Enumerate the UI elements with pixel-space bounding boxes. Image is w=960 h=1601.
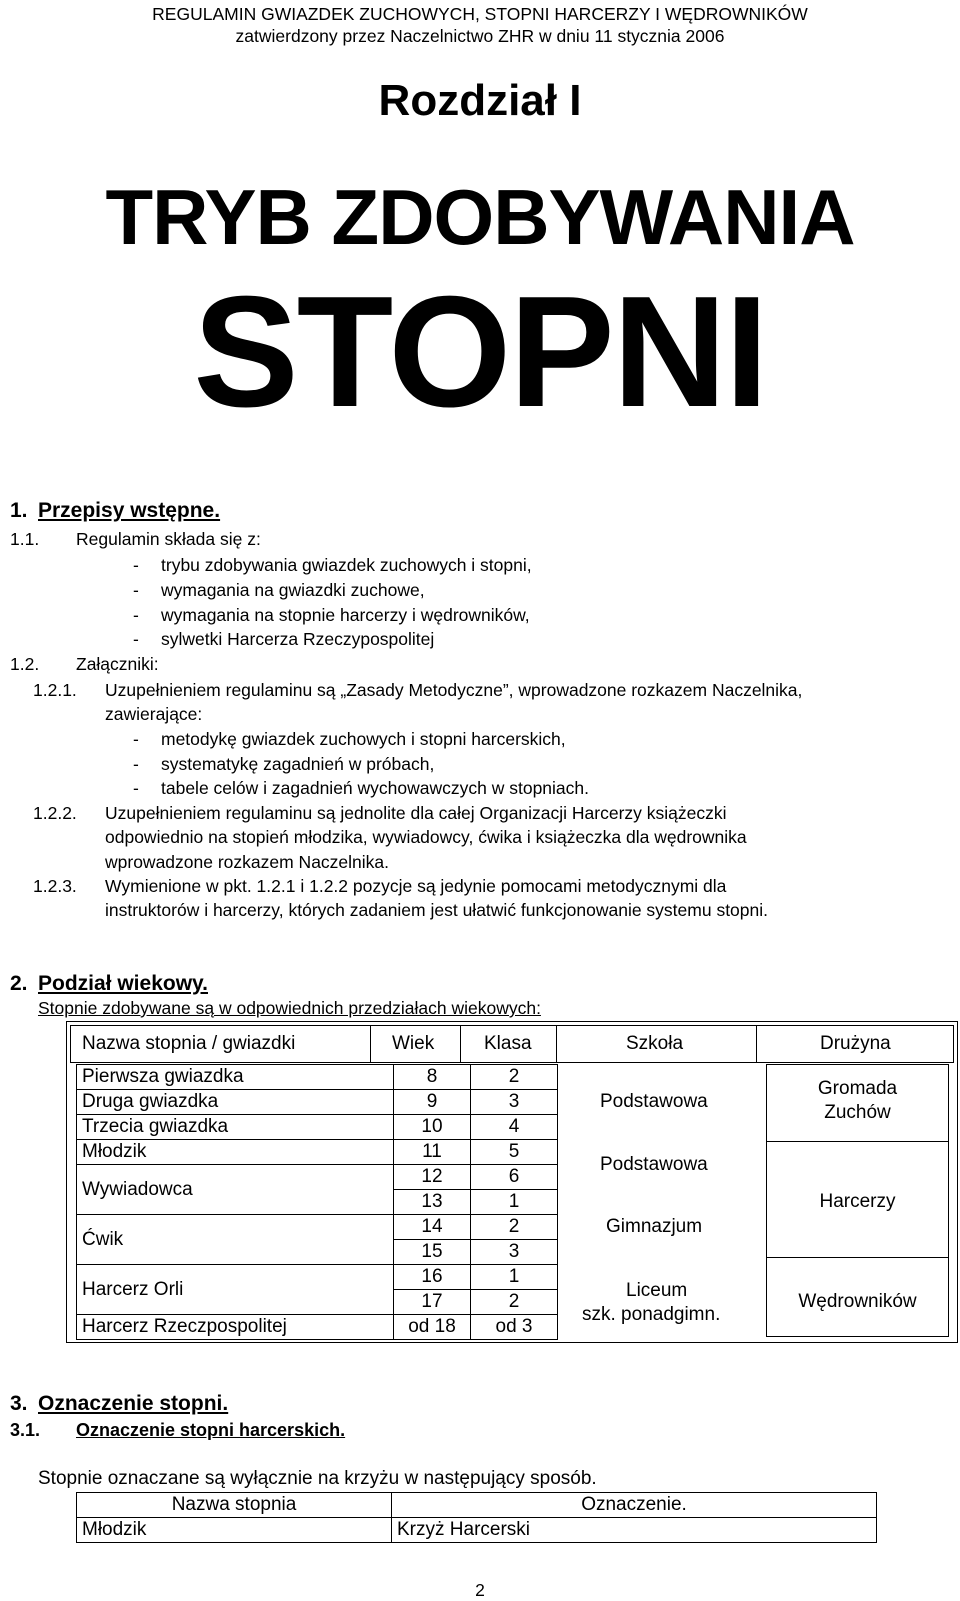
mark-table-header-name: Nazwa stopnia <box>77 1493 392 1518</box>
p123-line: instruktorów i harcerzy, których zadaniem jest ułatwić funkcjonowanie systemu stopni. <box>105 900 769 920</box>
school-label: Podstawowa <box>600 1154 708 1175</box>
mark-table <box>76 1492 877 1543</box>
table-cell-name: Harcerz Orli <box>77 1265 394 1315</box>
table-cell-class: 1 <box>471 1190 558 1215</box>
main-title-line2: STOPNI <box>193 264 767 440</box>
list-item: wymagania na gwiazdki zuchowe, <box>161 580 425 600</box>
table-cell-name: Pierwsza gwiazdka <box>77 1065 394 1090</box>
table-header-class: Klasa <box>484 1033 532 1054</box>
table-cell-class: 2 <box>471 1290 558 1315</box>
section3-intro: Stopnie oznaczane są wyłącznie na krzyżu w następujący sposób. <box>38 1468 597 1489</box>
table-cell-class: 2 <box>471 1215 558 1240</box>
table-cell-age: 16 <box>394 1265 471 1290</box>
table-cell-age: od 18 <box>394 1315 471 1340</box>
list-item: - <box>133 629 139 649</box>
table-header-age: Wiek <box>392 1033 435 1054</box>
table-cell-name: Wywiadowca <box>77 1165 394 1215</box>
document-header-title: REGULAMIN GWIAZDEK ZUCHOWYCH, STOPNI HARCERZY I WĘDROWNIKÓW <box>152 4 808 24</box>
table-cell-age: 13 <box>394 1190 471 1215</box>
team-label: Wędrowników <box>798 1291 917 1312</box>
table-cell-age: 8 <box>394 1065 471 1090</box>
main-title-line1: TRYB ZDOBYWANIA <box>105 173 855 261</box>
team-label: Zuchów <box>824 1102 891 1123</box>
list-item: wymagania na stopnie harcerzy i wędrowników, <box>161 605 530 625</box>
table-cell-name: Trzecia gwiazdka <box>77 1115 394 1140</box>
table-cell-class: 5 <box>471 1140 558 1165</box>
table-cell-age: 9 <box>394 1090 471 1115</box>
table-cell-age: 12 <box>394 1165 471 1190</box>
table-cell-name: Ćwik <box>77 1215 394 1265</box>
table-cell-class: 3 <box>471 1090 558 1115</box>
page-number: 2 <box>475 1580 485 1600</box>
section3-sub-heading: Oznaczenie stopni harcerskich. <box>76 1420 346 1440</box>
table-cell-name: Młodzik <box>77 1518 392 1543</box>
list-item: - <box>133 605 139 625</box>
list-item: - <box>133 729 139 749</box>
table-cell-age: 15 <box>394 1240 471 1265</box>
mark-table-header-mark: Oznaczenie. <box>392 1493 877 1518</box>
team-label: Harcerzy <box>819 1191 896 1212</box>
section2-number: 2. <box>10 972 28 995</box>
p11-number: 1.1. <box>10 529 40 549</box>
list-item: metodykę gwiazdek zuchowych i stopni harcerskich, <box>161 729 566 749</box>
list-item: sylwetki Harcerza Rzeczypospolitej <box>161 629 435 649</box>
school-label: Podstawowa <box>600 1091 708 1112</box>
table-header-school: Szkoła <box>626 1033 684 1054</box>
p123-number: 1.2.3. <box>33 876 77 896</box>
list-item: - <box>133 754 139 774</box>
document-header-subtitle: zatwierdzony przez Naczelnictwo ZHR w dniu 11 stycznia 2006 <box>235 26 725 46</box>
table-cell-age: 14 <box>394 1215 471 1240</box>
p122-line: odpowiednio na stopień młodzika, wywiadowcy, ćwika i książeczka dla wędrownika <box>105 827 747 847</box>
list-item: tabele celów i zagadnień wychowawczych w stopniach. <box>161 778 590 798</box>
p122-line: Uzupełnieniem regulaminu są jednolite dla całej Organizacji Harcerzy książeczki <box>105 803 727 823</box>
table-cell-class: 3 <box>471 1240 558 1265</box>
section3-number: 3. <box>10 1392 28 1415</box>
table-cell-age: 17 <box>394 1290 471 1315</box>
table-header-team: Drużyna <box>820 1033 891 1054</box>
list-item: systematykę zagadnień w próbach, <box>161 754 435 774</box>
chapter-title: Rozdział I <box>378 76 582 125</box>
p121-number: 1.2.1. <box>33 680 77 700</box>
section3-sub-number: 3.1. <box>10 1420 41 1440</box>
table-cell-class: 1 <box>471 1265 558 1290</box>
p122-line: wprowadzone rozkazem Naczelnika. <box>105 852 390 872</box>
school-label: szk. ponadgimn. <box>582 1304 721 1325</box>
table-cell-class: od 3 <box>471 1315 558 1340</box>
table-cell-mark: Krzyż Harcerski <box>392 1518 877 1543</box>
section1-number: 1. <box>10 499 28 522</box>
table-cell-class: 2 <box>471 1065 558 1090</box>
p122-number: 1.2.2. <box>33 803 77 823</box>
table-cell-class: 4 <box>471 1115 558 1140</box>
team-label: Gromada <box>817 1078 898 1099</box>
section3-heading: Oznaczenie stopni. <box>38 1392 229 1415</box>
table-cell-name: Harcerz Rzeczpospolitej <box>77 1315 394 1340</box>
school-label: Liceum <box>626 1280 688 1301</box>
age-data-grid <box>76 1064 558 1340</box>
section1-heading: Przepisy wstępne. <box>38 499 221 522</box>
school-label: Gimnazjum <box>606 1216 703 1237</box>
p121-line1: Uzupełnieniem regulaminu są „Zasady Metodyczne”, wprowadzone rozkazem Naczelnika, <box>105 680 803 700</box>
table-cell-name: Druga gwiazdka <box>77 1090 394 1115</box>
p12-text: Załączniki: <box>76 654 159 674</box>
table-cell-age: 10 <box>394 1115 471 1140</box>
section2-intro: Stopnie zdobywane są w odpowiednich przedziałach wiekowych: <box>38 998 541 1018</box>
table-cell-age: 11 <box>394 1140 471 1165</box>
table-cell-class: 6 <box>471 1165 558 1190</box>
p121-line2: zawierające: <box>105 704 203 724</box>
p11-text: Regulamin składa się z: <box>76 529 261 549</box>
list-item: trybu zdobywania gwiazdek zuchowych i stopni, <box>161 555 532 575</box>
list-item: - <box>133 555 139 575</box>
section2-heading: Podział wiekowy. <box>38 972 208 995</box>
list-item: - <box>133 580 139 600</box>
list-item: - <box>133 778 139 798</box>
table-cell-name: Młodzik <box>77 1140 394 1165</box>
table-header-name: Nazwa stopnia / gwiazdki <box>82 1033 296 1054</box>
p12-number: 1.2. <box>10 654 40 674</box>
p123-line: Wymienione w pkt. 1.2.1 i 1.2.2 pozycje są jedynie pomocami metodycznymi dla <box>105 876 727 896</box>
